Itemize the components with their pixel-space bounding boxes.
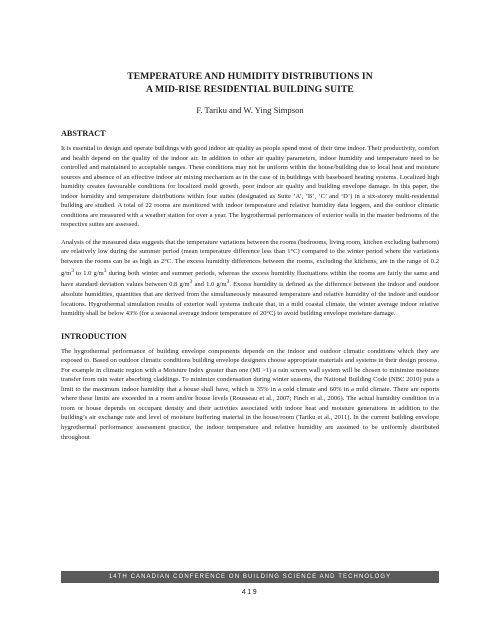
superscript-4: 3	[226, 279, 230, 286]
paper-content	[61, 70, 439, 442]
page-number: 419	[241, 589, 259, 596]
abstract-paragraph-1: It is essential to design and operate buildings with good indoor air quality as people spend most of their time indoor. Their productivity, comfort and health depend on the quality of the indoor air. In addition to other air quality parameters, indoor humidity and temperature need to be controlled and maintained to acceptable ranges. These conditions may not be uniform within the house/building due to local heat and moisture sources and absence of an effective indoor air mixing mechanism as in the case of in buildings with baseboard heating systems. Localized high humidity creates favourable conditions for localized mold growth, poor indoor air quality and building envelope damage. In this paper, the indoor humidity and temperature distributions within four suites (designated as Suite ‘A’, ‘B’, ‘C’ and ‘D’) in a six-storey multi-residential building are studied. A total of 22 rooms are monitored with indoor temperature and relative humidity data loggers, and the outdoor climatic conditions are measured with a weather station for over a year. The hygrothermal performances of exterior walls in the master bedrooms of the respective suites are assessed.	[61, 145, 439, 229]
introduction-paragraph-1: The hygrothermal performance of building envelope components depends on the indoor and outdoor climatic conditions which they are exposed to. Based on outdoor climatic conditions building envelope designers choose appropriate materials and systems in their design process. For example in climatic region with a Moisture Index greater than one (MI >1) a rain screen wall system will be chosen to minimize moisture transfer from rain water absorbing claddings. To minimize condensation during winter seasons, the National Building Code (NBC 2010) puts a limit to the maximum indoor humidity that a house shall have, which is 35% in a cold climate and 60% in a mild climate. There are reports where these limits are exceeded in a room and/or house levels (Rousseau et al., 2007; Finch et al., 2006). The actual humidity condition in a room or house depends on occupant density and their activities associated with indoor heat and moisture generations in addition to the building’s air exchange rate and level of moisture buffering material in the house/room (Tariku et al., 2011). In the current building envelope hygrothermal performance assessment practice, the indoor temperature and relative humidity are assumed to be uniformly distributed throughout	[61, 347, 439, 441]
abstract-heading: ABSTRACT	[61, 129, 106, 138]
superscript-3: 3	[189, 279, 193, 286]
abstract-paragraph-2	[61, 238, 439, 319]
paper-title	[61, 70, 439, 96]
abstract-p2-part-d: and 1.0 g/m	[192, 281, 227, 289]
title-line-1: TEMPERATURE AND HUMIDITY DISTRIBUTIONS IN	[127, 71, 373, 82]
abstract-p2-part-c: during both winter and summer periods, whereas the excess humidity fluctuations within the rooms are fairly the same and have standard deviation values between 0.8 g/m	[61, 269, 440, 289]
introduction-heading: INTRODUCTION	[61, 331, 127, 341]
abstract-p2-part-a: Analysis of the measured data suggests that the temperature variations between the rooms (bedrooms, living room, kitchen excluding bathroom) are relatively low during the summer period (mean temperature difference less than 1°C) compared to the winter period where the variations between the rooms can be as high as 2°C. The excess humidity differences between the rooms, excluding the kitchens, are in the range of 0.2 g/m	[61, 238, 439, 277]
abstract-p2-part-e: . Excess humidity is defined as the difference between the indoor and outdoor absolute humidities, quantities that are derived from the simultaneously measured temperature and relative humidity of the indoor and outdoor locations. Hygrothermal simulation results of exterior wall systems indicate that, in a mild coastal climate, the winter average indoor relative humidity shall be below 43% (for a seasonal average indoor temperature of 20°C) to avoid building envelope moisture damage.	[61, 281, 440, 318]
abstract-p2-part-b: to 1.0 g/m	[73, 269, 104, 277]
title-line-2: A MID-RISE RESIDENTIAL BUILDING SUITE	[146, 84, 354, 95]
conference-footer-bar: 14TH CANADIAN CONFERENCE ON BUILDING SCIENCE AND TECHNOLOGY	[61, 571, 439, 583]
superscript-1: 3	[71, 267, 74, 274]
superscript-2: 3	[103, 267, 107, 274]
author-list: F. Tariku and W. Ying Simpson	[196, 105, 304, 115]
